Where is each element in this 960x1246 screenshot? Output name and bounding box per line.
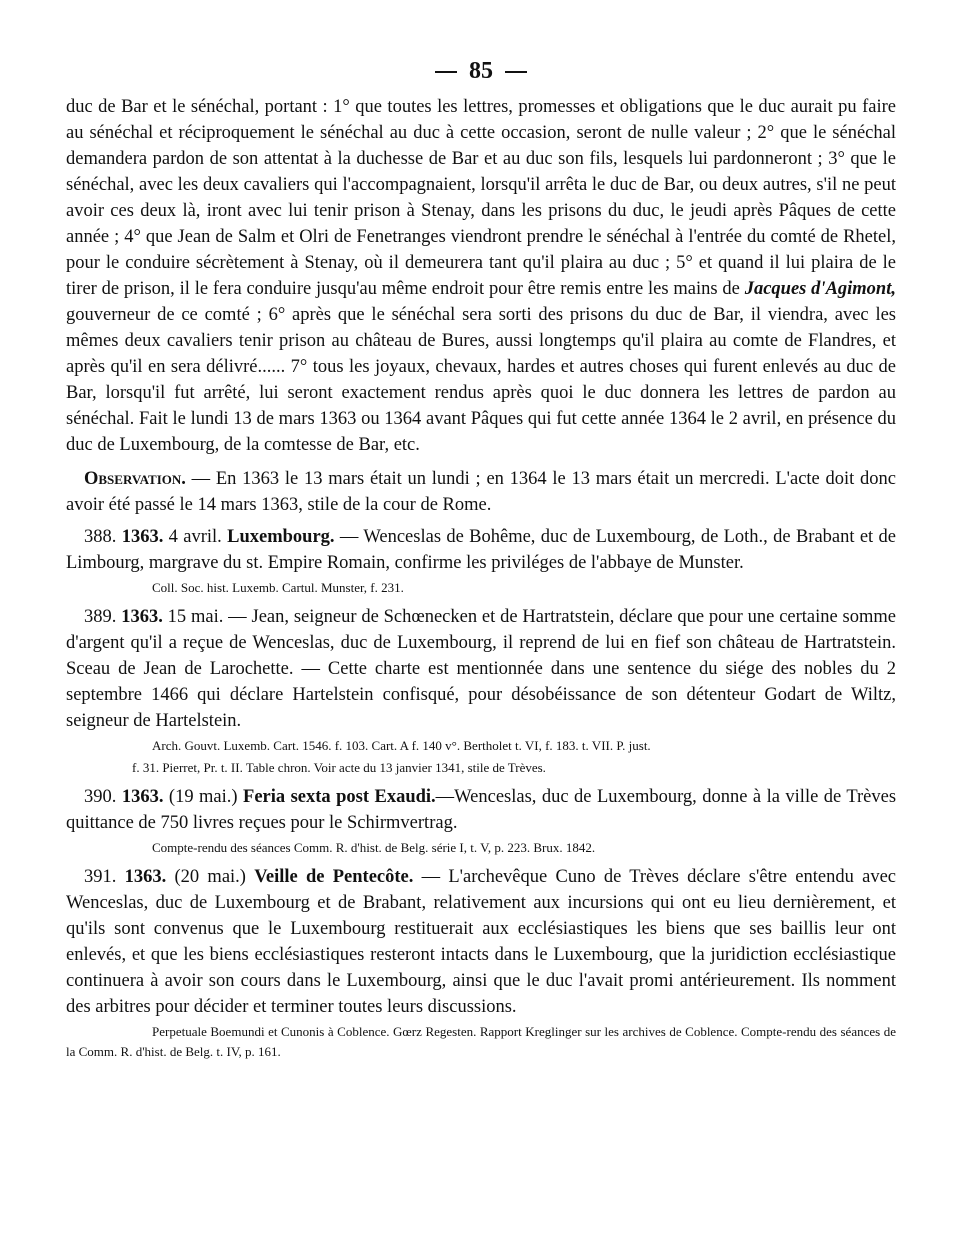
- entry-number: 390.: [84, 787, 117, 807]
- entry-body: — Wenceslas de Bohême, duc de Luxembourg, de Loth., de Brabant et de Limbourg, margrave du st. Empire Romain, confirme les priviléges de l'abbaye de Munster.: [66, 527, 897, 573]
- header-dash-left: [435, 71, 457, 73]
- entry-number: 388.: [84, 527, 117, 547]
- page-number: 85: [469, 58, 493, 84]
- entry-year: 1363.: [124, 867, 167, 887]
- entry-year: 1363.: [121, 527, 164, 547]
- entry-388-text: [66, 524, 896, 576]
- page-content: [66, 52, 896, 1062]
- entry-date: (20 mai.): [166, 867, 255, 887]
- entry-place: Veille de Pentecôte.: [254, 867, 414, 887]
- entry-390-text: [66, 784, 896, 836]
- observation-label: Observation.: [84, 469, 186, 489]
- observation-text: — En 1363 le 13 mars était un lundi ; en 1364 le 13 mars était un mercredi. L'acte doit donc avoir été passé le 14 mars 1363, stile de la cour de Rome.: [66, 469, 896, 515]
- entry-place: Luxembourg.: [227, 527, 335, 547]
- continuation-text-1: duc de Bar et le sénéchal, portant : 1° que toutes les lettres, promesses et obligations que le duc aurait pu faire au sénéchal et réciproquement le sénéchal au duc à cette occasion, seront de nulle valeur ; 2° que le sénéchal demandera pardon de son attentat à la duchesse de Bar et au duc son fils, lesquels lui pardonneront ; 3° que le sénéchal, avec les deux cavaliers qui l'accompagnaient, lorsqu'il arrêta le duc de Bar, ou deux autres, s'il ne peut avoir ces deux là, iront avec lui tenir prison à Stenay, dans les prisons du duc, le jeudi après Pâques de cette année ; 4° que Jean de Salm et Olri de Fenetranges viendront prendre le sénéchal à l'entrée du comté de Rhetel, pour le conduire sécrètement à Stenay, où il demeurera tant qu'il plaira au duc ; 5° et quand il lui plaira de le tirer de prison, il le fera conduire jusqu'au même endroit pour être remis entre les mains de: [66, 97, 896, 299]
- entry-date: 4 avril.: [163, 527, 228, 547]
- entry-body: — Jean, seigneur de Schœnecken et de Hartratstein, déclare que pour une certaine somme d'argent qu'il a reçue de Wenceslas, duc de Luxembourg, il reprend de lui en fief son château de Hartratstein. Sceau de Jean de Larochette. — Cette charte est mentionnée dans une sentence du siége des nobles du 2 septembre 1466 qui déclare Hartelstein confisqué, pour désobéissance de son détenteur Godart de Wiltz, seigneur de Hartelstein.: [66, 607, 896, 731]
- entry-year: 1363.: [121, 607, 163, 627]
- entry-391-text: [66, 864, 896, 1020]
- page-header: [66, 52, 896, 90]
- entry-389-source-2: f. 31. Pierret, Pr. t. II. Table chron. Voir acte du 13 janvier 1341, stile de Trèves.: [132, 760, 546, 775]
- entry-389-text: [66, 604, 896, 734]
- continuation-paragraph: [66, 94, 896, 458]
- entry-391: [66, 864, 896, 1062]
- entry-date: 15 mai.: [162, 607, 229, 627]
- entry-389-source-1: Arch. Gouvt. Luxemb. Cart. 1546. f. 103. Cart. A f. 140 v°. Bertholet t. VI, f. 183. t. VII. P. just.: [152, 738, 651, 753]
- entry-place: Feria sexta post Exaudi.: [243, 787, 436, 807]
- observation-paragraph: [66, 466, 896, 518]
- entry-391-source: Perpetuale Boemundi et Cunonis à Coblence. Gœrz Regesten. Rapport Kreglinger sur les archives de Coblence. Compte-rendu des séances de la Comm. R. d'hist. de Belg. t. IV, p. 161.: [66, 1024, 896, 1059]
- entry-390: [66, 784, 896, 858]
- entry-388: [66, 524, 896, 598]
- entry-date: (19 mai.): [163, 787, 244, 807]
- entry-body: — L'archevêque Cuno de Trèves déclare s'être entendu avec Wenceslas, duc de Luxembourg et de Brabant, relativement aux incursions qui ont eu lieu dernièrement, et qu'ils sont convenus que le Luxembourg restituerait aux ecclésiastiques les biens que ses baillis leur ont enlevés, et que les biens ecclésiastiques resteront intacts dans le Luxembourg, que la juridiction ecclésiastique continuera à avoir son cours dans le Luxembourg, ainsi que le duc l'avait promi antérieurement. Ils nomment des arbitres pour décider et terminer toutes leurs discussions.: [66, 867, 897, 1017]
- entry-390-source: Compte-rendu des séances Comm. R. d'hist. de Belg. série I, t. V, p. 223. Brux. 1842.: [152, 840, 596, 855]
- continuation-text-2: gouverneur de ce comté ; 6° après que le sénéchal sera sorti des prisons du duc de Bar, il viendra, avec les mêmes deux cavaliers tenir prison au château de Bures, aussi longtemps qu'il plaira au comte de Flandres, et après qu'il en sera délivré...... 7° tous les joyaux, chevaux, hardes et autres choses qui furent enlevés au duc de Bar, lorsqu'il fut arrêté, lui seront exactement rendus après quoi le duc donnera les lettres de pardon au sénéchal. Fait le lundi 13 de mars 1363 ou 1364 avant Pâques qui fut cette année 1364 le 2 avril, en présence du duc de Luxembourg, de la comtesse de Bar, etc.: [66, 305, 896, 455]
- header-dash-right: [505, 71, 527, 73]
- entry-number: 391.: [84, 867, 117, 887]
- entry-number: 389.: [84, 607, 117, 627]
- entry-body: —Wenceslas, duc de Luxembourg, donne à la ville de Trèves quittance de 750 livres reçues pour le Schirmvertrag.: [66, 787, 897, 833]
- entry-year: 1363.: [121, 787, 164, 807]
- entry-388-source: Coll. Soc. hist. Luxemb. Cartul. Munster, f. 231.: [152, 580, 404, 595]
- entry-389: [66, 604, 896, 778]
- continuation-italic-name: Jacques d'Agimont,: [744, 279, 896, 299]
